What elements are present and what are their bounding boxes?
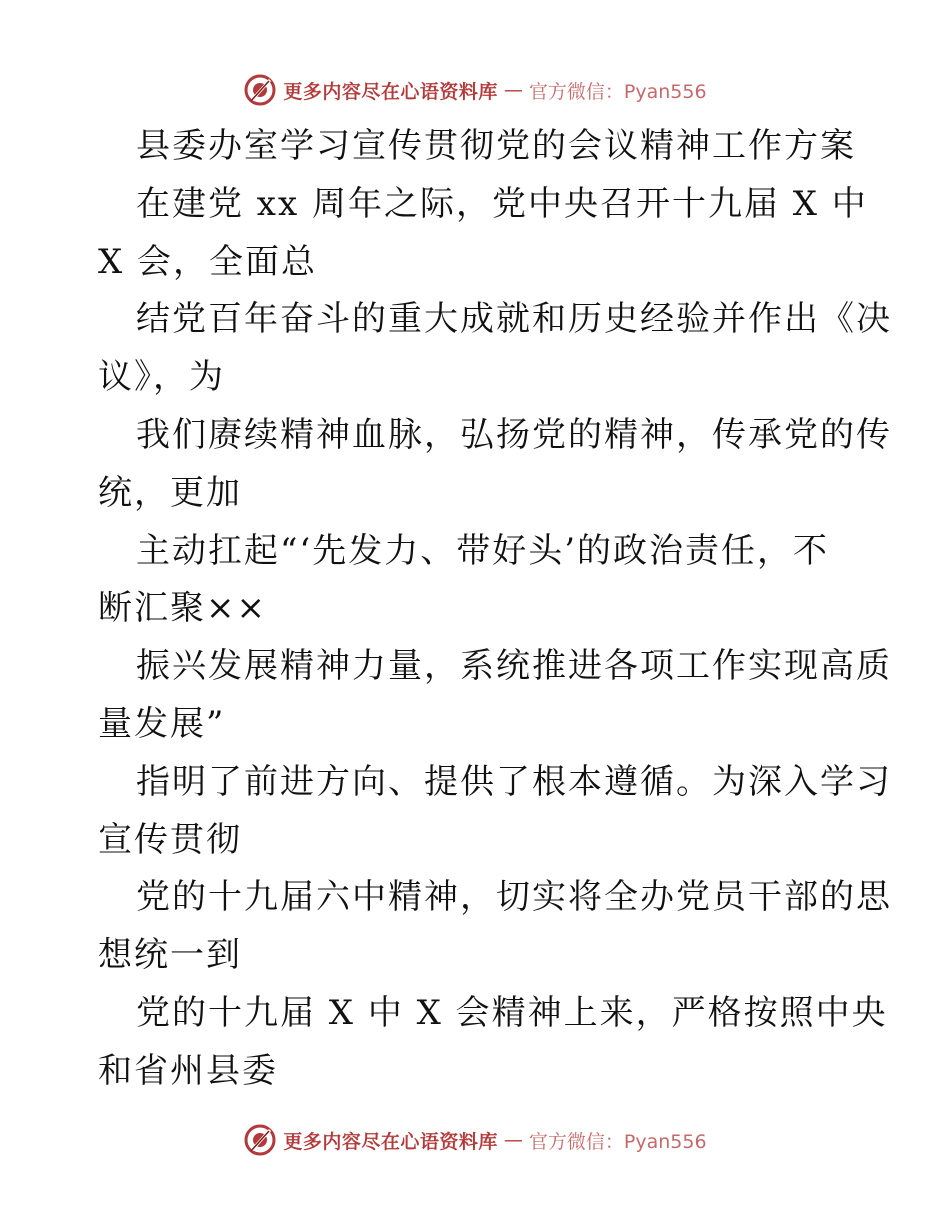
paragraph-line: X 会，全面总: [98, 241, 318, 282]
document-title: 县委办室学习宣传贯彻党的会议精神工作方案: [136, 126, 856, 166]
red-seal-logo-icon: [243, 73, 277, 107]
banner-title: 更多内容尽在心语资料库: [283, 1130, 498, 1153]
paragraph-line: 党的十九届六中精神，切实将全办党员干部的思: [136, 877, 892, 918]
banner-separator: —: [503, 1129, 523, 1151]
banner-wechat-id: 官方微信：Pyan556: [528, 80, 707, 103]
paragraph-line: 和省州县委: [98, 1050, 278, 1091]
banner-title: 更多内容尽在心语资料库: [283, 80, 498, 103]
paragraph-line: 党的十九届 X 中 X 会精神上来，严格按照中央: [136, 992, 888, 1033]
header-banner[interactable]: [0, 70, 950, 110]
paragraph-line: 在建党 xx 周年之际，党中央召开十九届 X 中: [136, 183, 868, 224]
footer-banner[interactable]: [0, 1120, 950, 1160]
paragraph-line: 结党百年奋斗的重大成就和历史经验并作出《决: [136, 299, 892, 340]
paragraph-line: 想统一到: [98, 935, 242, 976]
paragraph-line: 议》，为: [98, 357, 225, 398]
paragraph-line: 振兴发展精神力量，系统推进各项工作实现高质: [136, 646, 892, 687]
paragraph-line: 量发展”: [98, 703, 226, 744]
banner-separator: —: [503, 79, 523, 101]
red-seal-logo-icon: [243, 1123, 277, 1157]
document-body: [98, 118, 892, 1101]
paragraph-line: 指明了前进方向、提供了根本遵循。为深入学习: [136, 761, 892, 802]
paragraph-line: 统，更加: [98, 472, 242, 513]
paragraph-line: 主动扛起“‘先发力、带好头’的政治责任，不: [136, 530, 829, 571]
banner-wechat-id: 官方微信：Pyan556: [528, 1130, 707, 1153]
paragraph-line: 宣传贯彻: [98, 819, 242, 860]
paragraph-line: 我们赓续精神血脉，弘扬党的精神，传承党的传: [136, 414, 892, 455]
paragraph-line: 断汇聚××: [98, 588, 267, 629]
